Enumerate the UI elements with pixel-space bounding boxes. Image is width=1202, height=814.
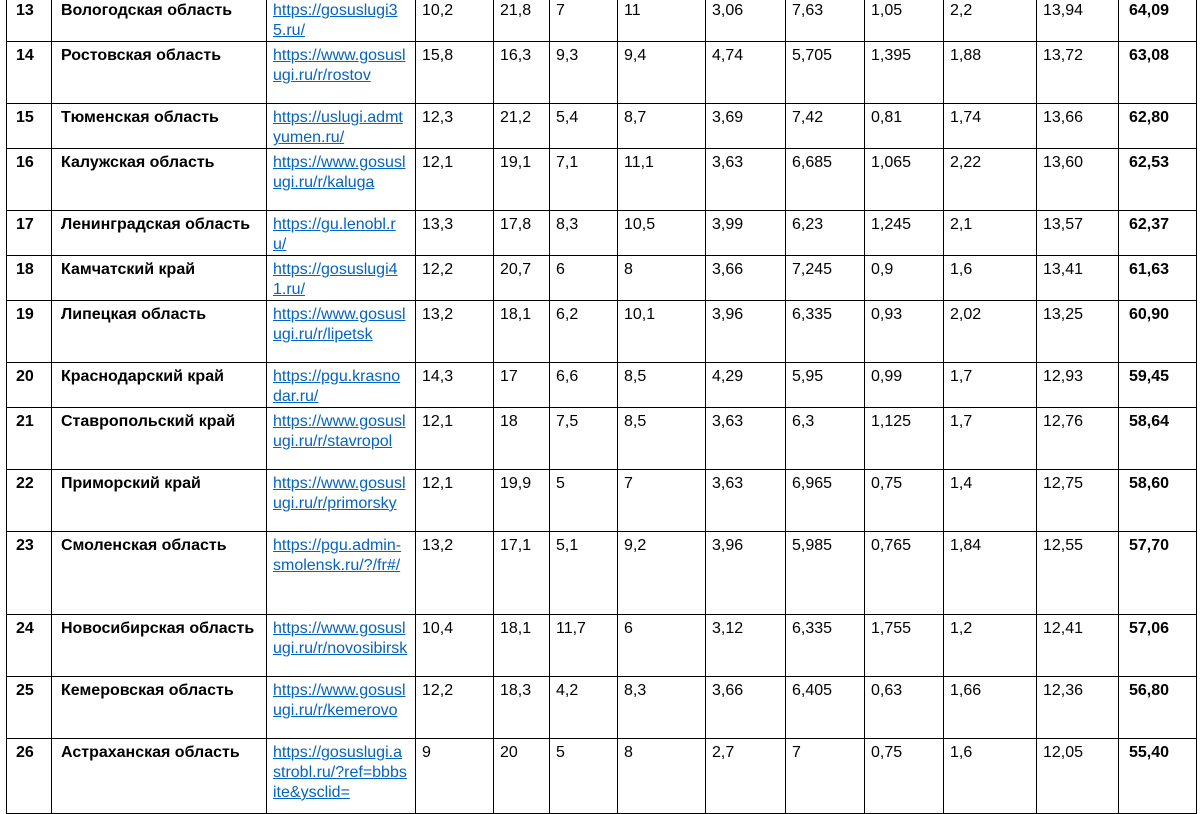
portal-link[interactable]: https://www.gosuslugi.ru/r/kaluga	[273, 154, 406, 191]
total-cell: 56,80	[1119, 677, 1197, 739]
value-cell: 13,57	[1037, 211, 1119, 256]
total-cell: 62,37	[1119, 211, 1197, 256]
region-cell: Липецкая область	[52, 301, 267, 363]
region-cell: Краснодарский край	[52, 363, 267, 408]
region-cell: Приморский край	[52, 470, 267, 532]
portal-link[interactable]: https://uslugi.admtyumen.ru/	[273, 109, 403, 146]
value-cell: 0,9	[865, 256, 944, 301]
portal-link-cell	[267, 363, 416, 408]
value-cell: 18	[494, 408, 550, 470]
value-cell: 12,55	[1037, 532, 1119, 615]
rank-cell: 13	[7, 0, 52, 42]
region-cell: Смоленская область	[52, 532, 267, 615]
value-cell: 6	[618, 615, 706, 677]
total-cell: 62,53	[1119, 149, 1197, 211]
rank-cell: 15	[7, 104, 52, 149]
total-cell: 63,08	[1119, 42, 1197, 104]
value-cell: 7,42	[786, 104, 865, 149]
portal-link[interactable]: https://gu.lenobl.ru/	[273, 216, 396, 253]
value-cell: 18,1	[494, 615, 550, 677]
value-cell: 12,93	[1037, 363, 1119, 408]
value-cell: 6,335	[786, 615, 865, 677]
portal-link[interactable]: https://www.gosuslugi.ru/r/lipetsk	[273, 306, 406, 343]
value-cell: 5,705	[786, 42, 865, 104]
rating-table	[6, 0, 1197, 814]
value-cell: 7,5	[550, 408, 618, 470]
value-cell: 0,75	[865, 739, 944, 814]
portal-link-cell	[267, 408, 416, 470]
value-cell: 12,1	[416, 470, 494, 532]
region-cell: Новосибирская область	[52, 615, 267, 677]
value-cell: 6,23	[786, 211, 865, 256]
value-cell: 11	[618, 0, 706, 42]
region-cell: Тюменская область	[52, 104, 267, 149]
value-cell: 1,4	[944, 470, 1037, 532]
value-cell: 1,245	[865, 211, 944, 256]
portal-link[interactable]: https://gosuslugi35.ru/	[273, 2, 398, 39]
rank-cell: 14	[7, 42, 52, 104]
value-cell: 15,8	[416, 42, 494, 104]
value-cell: 5,985	[786, 532, 865, 615]
rank-cell: 24	[7, 615, 52, 677]
table-row	[7, 42, 1197, 104]
value-cell: 2,1	[944, 211, 1037, 256]
value-cell: 12,2	[416, 256, 494, 301]
value-cell: 1,065	[865, 149, 944, 211]
portal-link-cell	[267, 149, 416, 211]
total-cell: 61,63	[1119, 256, 1197, 301]
table-row	[7, 211, 1197, 256]
value-cell: 10,4	[416, 615, 494, 677]
value-cell: 1,7	[944, 408, 1037, 470]
value-cell: 5,1	[550, 532, 618, 615]
value-cell: 7	[550, 0, 618, 42]
value-cell: 5,4	[550, 104, 618, 149]
value-cell: 9,4	[618, 42, 706, 104]
value-cell: 6,405	[786, 677, 865, 739]
value-cell: 6,685	[786, 149, 865, 211]
value-cell: 12,75	[1037, 470, 1119, 532]
value-cell: 12,36	[1037, 677, 1119, 739]
table-row	[7, 470, 1197, 532]
value-cell: 3,99	[706, 211, 786, 256]
value-cell: 13,72	[1037, 42, 1119, 104]
value-cell: 4,2	[550, 677, 618, 739]
rank-cell: 25	[7, 677, 52, 739]
value-cell: 20,7	[494, 256, 550, 301]
region-cell: Кемеровская область	[52, 677, 267, 739]
value-cell: 0,765	[865, 532, 944, 615]
table-row	[7, 104, 1197, 149]
value-cell: 12,1	[416, 149, 494, 211]
value-cell: 13,2	[416, 532, 494, 615]
table-row	[7, 363, 1197, 408]
value-cell: 19,1	[494, 149, 550, 211]
value-cell: 10,1	[618, 301, 706, 363]
total-cell: 59,45	[1119, 363, 1197, 408]
value-cell: 5	[550, 739, 618, 814]
value-cell: 13,41	[1037, 256, 1119, 301]
total-cell: 64,09	[1119, 0, 1197, 42]
value-cell: 13,3	[416, 211, 494, 256]
value-cell: 5	[550, 470, 618, 532]
value-cell: 0,63	[865, 677, 944, 739]
total-cell: 58,60	[1119, 470, 1197, 532]
value-cell: 0,81	[865, 104, 944, 149]
portal-link[interactable]: https://www.gosuslugi.ru/r/rostov	[273, 47, 406, 84]
value-cell: 13,60	[1037, 149, 1119, 211]
table-row	[7, 532, 1197, 615]
value-cell: 13,66	[1037, 104, 1119, 149]
value-cell: 17,8	[494, 211, 550, 256]
portal-link[interactable]: https://pgu.admin-smolensk.ru/?/fr#/	[273, 537, 402, 574]
portal-link-cell	[267, 532, 416, 615]
value-cell: 12,3	[416, 104, 494, 149]
value-cell: 5,95	[786, 363, 865, 408]
value-cell: 18,1	[494, 301, 550, 363]
portal-link-cell	[267, 301, 416, 363]
value-cell: 2,7	[706, 739, 786, 814]
value-cell: 7	[618, 470, 706, 532]
value-cell: 8,3	[550, 211, 618, 256]
value-cell: 2,22	[944, 149, 1037, 211]
value-cell: 2,2	[944, 0, 1037, 42]
value-cell: 3,66	[706, 677, 786, 739]
portal-link[interactable]: https://gosuslugi41.ru/	[273, 261, 398, 298]
value-cell: 3,06	[706, 0, 786, 42]
portal-link-cell	[267, 42, 416, 104]
value-cell: 3,96	[706, 301, 786, 363]
region-cell: Камчатский край	[52, 256, 267, 301]
value-cell: 13,94	[1037, 0, 1119, 42]
portal-link[interactable]: https://gosuslugi.astrobl.ru/?ref=bbbsite&ysclid=	[273, 744, 407, 801]
value-cell: 8	[618, 739, 706, 814]
table-row	[7, 256, 1197, 301]
value-cell: 12,2	[416, 677, 494, 739]
value-cell: 8,3	[618, 677, 706, 739]
region-cell: Ростовская область	[52, 42, 267, 104]
value-cell: 3,69	[706, 104, 786, 149]
value-cell: 1,395	[865, 42, 944, 104]
value-cell: 4,29	[706, 363, 786, 408]
value-cell: 1,755	[865, 615, 944, 677]
table-row	[7, 739, 1197, 814]
value-cell: 9,3	[550, 42, 618, 104]
rank-cell: 22	[7, 470, 52, 532]
value-cell: 6,6	[550, 363, 618, 408]
table-row	[7, 408, 1197, 470]
rank-cell: 26	[7, 739, 52, 814]
region-cell: Калужская область	[52, 149, 267, 211]
value-cell: 7,245	[786, 256, 865, 301]
value-cell: 10,5	[618, 211, 706, 256]
value-cell: 8,7	[618, 104, 706, 149]
portal-link[interactable]: https://www.gosuslugi.ru/r/primorsky	[273, 475, 406, 512]
total-cell: 62,80	[1119, 104, 1197, 149]
value-cell: 6,2	[550, 301, 618, 363]
value-cell: 14,3	[416, 363, 494, 408]
portal-link-cell	[267, 470, 416, 532]
value-cell: 3,63	[706, 470, 786, 532]
value-cell: 1,66	[944, 677, 1037, 739]
total-cell: 57,06	[1119, 615, 1197, 677]
value-cell: 19,9	[494, 470, 550, 532]
rank-cell: 17	[7, 211, 52, 256]
value-cell: 0,93	[865, 301, 944, 363]
value-cell: 18,3	[494, 677, 550, 739]
value-cell: 3,96	[706, 532, 786, 615]
value-cell: 11,1	[618, 149, 706, 211]
value-cell: 12,1	[416, 408, 494, 470]
total-cell: 60,90	[1119, 301, 1197, 363]
table-row	[7, 149, 1197, 211]
value-cell: 11,7	[550, 615, 618, 677]
value-cell: 1,2	[944, 615, 1037, 677]
portal-link[interactable]: https://www.gosuslugi.ru/r/novosibirsk	[273, 620, 408, 657]
value-cell: 8	[618, 256, 706, 301]
value-cell: 13,2	[416, 301, 494, 363]
value-cell: 7,63	[786, 0, 865, 42]
value-cell: 12,41	[1037, 615, 1119, 677]
value-cell: 6,965	[786, 470, 865, 532]
value-cell: 6	[550, 256, 618, 301]
rank-cell: 18	[7, 256, 52, 301]
portal-link[interactable]: https://www.gosuslugi.ru/r/stavropol	[273, 413, 406, 450]
rank-cell: 21	[7, 408, 52, 470]
value-cell: 17,1	[494, 532, 550, 615]
portal-link-cell	[267, 739, 416, 814]
value-cell: 3,66	[706, 256, 786, 301]
value-cell: 2,02	[944, 301, 1037, 363]
rank-cell: 19	[7, 301, 52, 363]
table-row	[7, 0, 1197, 42]
region-cell: Вологодская область	[52, 0, 267, 42]
value-cell: 1,6	[944, 739, 1037, 814]
portal-link-cell	[267, 615, 416, 677]
value-cell: 4,74	[706, 42, 786, 104]
table-row	[7, 677, 1197, 739]
value-cell: 8,5	[618, 363, 706, 408]
value-cell: 10,2	[416, 0, 494, 42]
total-cell: 58,64	[1119, 408, 1197, 470]
value-cell: 7,1	[550, 149, 618, 211]
region-cell: Ставропольский край	[52, 408, 267, 470]
value-cell: 1,125	[865, 408, 944, 470]
value-cell: 20	[494, 739, 550, 814]
portal-link-cell	[267, 211, 416, 256]
value-cell: 1,88	[944, 42, 1037, 104]
value-cell: 6,3	[786, 408, 865, 470]
value-cell: 1,7	[944, 363, 1037, 408]
portal-link-cell	[267, 104, 416, 149]
value-cell: 21,8	[494, 0, 550, 42]
value-cell: 16,3	[494, 42, 550, 104]
portal-link[interactable]: https://pgu.krasnodar.ru/	[273, 368, 401, 405]
value-cell: 6,335	[786, 301, 865, 363]
value-cell: 7	[786, 739, 865, 814]
total-cell: 55,40	[1119, 739, 1197, 814]
value-cell: 8,5	[618, 408, 706, 470]
value-cell: 3,63	[706, 408, 786, 470]
rank-cell: 16	[7, 149, 52, 211]
value-cell: 0,99	[865, 363, 944, 408]
value-cell: 17	[494, 363, 550, 408]
value-cell: 3,12	[706, 615, 786, 677]
rank-cell: 23	[7, 532, 52, 615]
portal-link-cell	[267, 0, 416, 42]
portal-link[interactable]: https://www.gosuslugi.ru/r/kemerovo	[273, 682, 406, 719]
value-cell: 1,74	[944, 104, 1037, 149]
value-cell: 9,2	[618, 532, 706, 615]
table-row	[7, 301, 1197, 363]
table-row	[7, 615, 1197, 677]
value-cell: 1,05	[865, 0, 944, 42]
portal-link-cell	[267, 677, 416, 739]
value-cell: 13,25	[1037, 301, 1119, 363]
value-cell: 12,76	[1037, 408, 1119, 470]
value-cell: 12,05	[1037, 739, 1119, 814]
region-cell: Астраханская область	[52, 739, 267, 814]
value-cell: 1,84	[944, 532, 1037, 615]
total-cell: 57,70	[1119, 532, 1197, 615]
region-cell: Ленинградская область	[52, 211, 267, 256]
rank-cell: 20	[7, 363, 52, 408]
value-cell: 21,2	[494, 104, 550, 149]
portal-link-cell	[267, 256, 416, 301]
value-cell: 3,63	[706, 149, 786, 211]
value-cell: 1,6	[944, 256, 1037, 301]
value-cell: 0,75	[865, 470, 944, 532]
value-cell: 9	[416, 739, 494, 814]
